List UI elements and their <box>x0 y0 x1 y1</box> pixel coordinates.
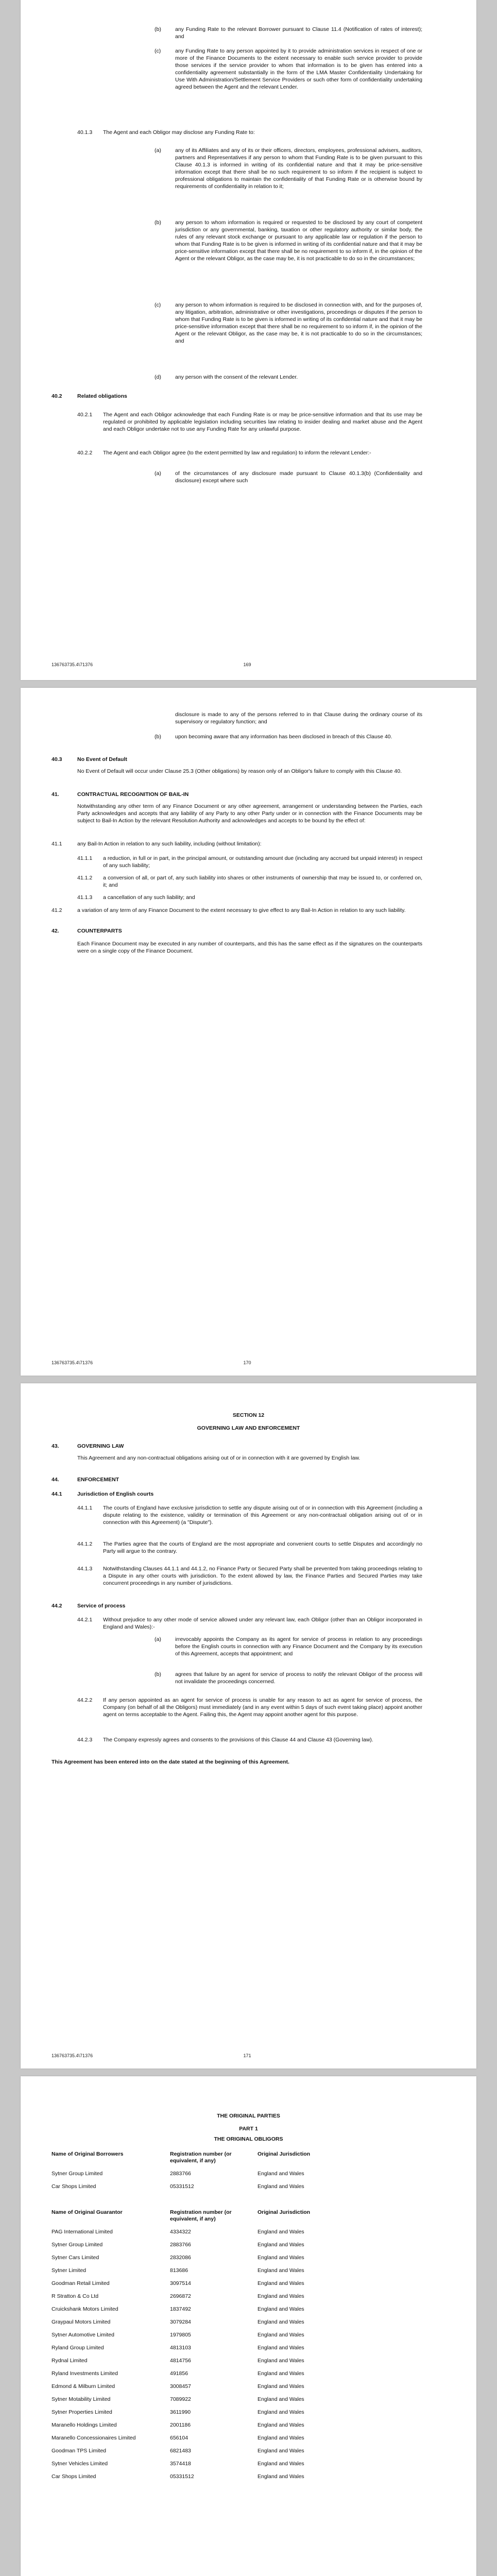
party-name: Sytner Motability Limited <box>52 2396 111 2402</box>
clause-text: any Bail-In Action in relation to any such liability, including (without limitation): <box>77 841 262 847</box>
clause-number: 41.1.2 <box>77 875 93 881</box>
table-row <box>52 2235 412 2248</box>
column-header: Registration number (or equivalent, if any) <box>170 2209 232 2222</box>
jurisdiction: England and Wales <box>258 2229 304 2235</box>
clause-number: 41.1 <box>52 841 62 847</box>
party-name: Goodman Retail Limited <box>52 2280 110 2286</box>
closing-statement: This Agreement has been entered into on the date stated at the beginning of this Agreement. <box>52 1759 289 1765</box>
clause-label: (b) <box>155 1671 161 1677</box>
part-number: PART 1 <box>239 2126 258 2132</box>
section-number: SECTION 12 <box>232 1412 265 1418</box>
table-row <box>52 2287 412 2300</box>
clause-text: The Agent and each Obligor may disclose any Funding Rate to: <box>103 129 255 135</box>
clause-text: a variation of any term of any Finance Document to the extent necessary to give effect to any Bail-In Action in relation to any such liability. <box>77 907 406 913</box>
clause-number: 41.1.3 <box>77 894 93 901</box>
clause-text: any of its Affiliates and any of its or their officers, directors, employees, professional advisers, auditors, partners and Representatives if any person to whom that Funding Rate is to be given pursuant to this Clause 40.1.3 is informed in writing of its confidential nature and that it may be price-sensitive information except that there shall be no such requirement to so inform if the recipient is subject to professional obligations to maintain the confidentiality of that Funding Rate or is otherwise bound by requirements of confidentiality in relation to it; <box>175 147 422 190</box>
registration-number: 4814756 <box>170 2358 191 2364</box>
party-name: Goodman TPS Limited <box>52 2448 107 2454</box>
clause-number: 44.1.1 <box>77 1505 93 1511</box>
table-row <box>52 2429 412 2442</box>
clause-text: a conversion of all, or part of, any such liability into shares or other instruments of ownership that may be issued to, or conferred on, it; and <box>103 875 422 888</box>
clause-heading: CONTRACTUAL RECOGNITION OF BAIL-IN <box>77 791 189 798</box>
party-name: Car Shops Limited <box>52 2473 96 2480</box>
clause-heading: No Event of Default <box>77 756 127 762</box>
clause-label: (c) <box>155 48 161 54</box>
clause-text: any person to whom information is required to be disclosed in connection with, and for the purposes of, any litigation, arbitration, administrative or other investigations, proceedings or disputes if the person to whom that Funding Rate is to be given is informed in writing of its confidential nature and that it may be price-sensitive information except that there shall be no requirement to so inform if, in the opinion of the Agent or the relevant Obligor, as the case may be, it is not practicable to do so in the circumstances; and <box>175 302 422 344</box>
table-row <box>52 2454 412 2467</box>
document-reference: 136763735.4\71376 <box>52 662 93 667</box>
registration-number: 3079284 <box>170 2319 191 2325</box>
registration-number: 3574418 <box>170 2461 191 2467</box>
registration-number: 813686 <box>170 2267 188 2274</box>
party-name: Sytner Vehicles Limited <box>52 2461 108 2467</box>
clause-text: The Company expressly agrees and consents to the provisions of this Clause 44 and Clause 43 (Governing law). <box>103 1737 373 1743</box>
jurisdiction: England and Wales <box>258 2396 304 2402</box>
clause-label: (c) <box>155 302 161 308</box>
table-row <box>52 2223 412 2235</box>
table-row <box>52 2274 412 2287</box>
clause-number: 42. <box>52 928 59 934</box>
jurisdiction: England and Wales <box>258 2280 304 2286</box>
clause-text: Without prejudice to any other mode of service allowed under any relevant law, each Obligor (other than an Obligor incorporated in England and Wales):- <box>103 1617 422 1630</box>
party-name: Sytner Cars Limited <box>52 2255 99 2261</box>
clause-text: The Parties agree that the courts of England are the most appropriate and convenient courts to settle Disputes and accordingly no Party will argue to the contrary. <box>103 1541 422 1554</box>
document-page-169 <box>21 0 476 680</box>
table-row <box>52 2467 412 2480</box>
jurisdiction: England and Wales <box>258 2242 304 2248</box>
clause-number: 40.3 <box>52 756 62 762</box>
document-page-170 <box>21 688 476 1376</box>
clause-label: (a) <box>155 147 161 154</box>
column-header: Original Jurisdiction <box>258 2209 311 2215</box>
table-row <box>52 2177 412 2190</box>
column-header: Name of Original Guarantor <box>52 2209 123 2215</box>
registration-number: 2696872 <box>170 2293 191 2299</box>
clause-text: any Funding Rate to any person appointed by it to provide administration services in respect of one or more of the Finance Documents to the extent necessary to enable such service provider to provide those services if the service provider to whom that information is to be given has entered into a confidentiality agreement substantially in the form of the LMA Master Confidentiality Undertaking for Use With Administration/Settlement Service Providers or such other form of confidentiality undertaking agreed between the Agent and the relevant Lender. <box>175 48 422 90</box>
document-reference: 136763735.4\71376 <box>52 2053 93 2058</box>
clause-number: 44.1.3 <box>77 1566 93 1572</box>
table-row <box>52 2338 412 2351</box>
jurisdiction: England and Wales <box>258 2473 304 2480</box>
clause-text: upon becoming aware that any information has been disclosed in breach of this Clause 40. <box>175 734 392 740</box>
clause-heading: COUNTERPARTS <box>77 928 122 934</box>
clause-heading: Service of process <box>77 1603 126 1609</box>
party-name: Sytner Limited <box>52 2267 87 2274</box>
clause-text: The Agent and each Obligor acknowledge that each Funding Rate is or may be price-sensitive information and that its use may be regulated or prohibited by applicable legislation including securities law relating to insider dealing and market abuse and the Agent and each Obligor undertake not to use any Funding Rate for any unlawful purpose. <box>103 412 422 432</box>
registration-number: 05331512 <box>170 2183 194 2190</box>
party-name: Sytner Automotive Limited <box>52 2332 114 2338</box>
clause-text: Notwithstanding Clauses 44.1.1 and 44.1.2, no Finance Party or Secured Party shall be prevented from taking proceedings relating to a Dispute in any other courts with jurisdiction. To the extent allowed by law, the Finance Parties and Secured Parties may take concurrent proceedings in any number of jurisdictions. <box>103 1566 422 1586</box>
page-number: 169 <box>243 662 251 667</box>
clause-text: Notwithstanding any other term of any Finance Document or any other agreement, arrangement or understanding between the Parties, each Party acknowledges and accepts that any liability of any Party to any other Party under or in connection with the Finance Documents may be subject to Bail-In Action by the relevant Resolution Authority and acknowledges and accepts to be bound by the effect of: <box>77 803 422 824</box>
clause-text: of the circumstances of any disclosure made pursuant to Clause 40.1.3(b) (Confidentiality and disclosure) except where such <box>175 470 422 484</box>
clause-label: (a) <box>155 1636 161 1642</box>
registration-number: 4813103 <box>170 2345 191 2351</box>
registration-number: 2832086 <box>170 2255 191 2261</box>
party-name: Rydnal Limited <box>52 2358 88 2364</box>
jurisdiction: England and Wales <box>258 2358 304 2364</box>
clause-number: 44.2.3 <box>77 1737 93 1743</box>
registration-number: 3611990 <box>170 2409 191 2415</box>
jurisdiction: England and Wales <box>258 2183 304 2190</box>
party-name: Sytner Group Limited <box>52 2242 103 2248</box>
column-header: Name of Original Borrowers <box>52 2151 124 2157</box>
party-name: Sytner Group Limited <box>52 2171 103 2177</box>
document-reference: 136763735.4\71376 <box>52 1360 93 1365</box>
clause-text: If any person appointed as an agent for service of process is unable for any reason to act as agent for service of process, the Company (on behalf of all the Obligors) must immediately (and in any event within 5 days of such event taking place) appoint another agent on terms acceptable to the Agent. Failing this, the Agent may appoint another agent for this purpose. <box>103 1697 422 1718</box>
clause-heading: ENFORCEMENT <box>77 1477 119 1483</box>
clause-number: 44.2 <box>52 1603 62 1609</box>
clause-heading: Jurisdiction of English courts <box>77 1491 154 1497</box>
table-row <box>52 2326 412 2338</box>
registration-number: 3008457 <box>170 2383 191 2389</box>
table-row <box>52 2300 412 2313</box>
section-title: GOVERNING LAW AND ENFORCEMENT <box>197 1425 300 1431</box>
table-row <box>52 2390 412 2403</box>
jurisdiction: England and Wales <box>258 2383 304 2389</box>
jurisdiction: England and Wales <box>258 2267 304 2274</box>
registration-number: 1837492 <box>170 2306 191 2312</box>
clause-text: Each Finance Document may be executed in any number of counterparts, and this has the same effect as if the signatures on the counterparts were on a single copy of the Finance Document. <box>77 941 422 954</box>
party-name: PAG International Limited <box>52 2229 113 2235</box>
table-row <box>52 2403 412 2416</box>
jurisdiction: England and Wales <box>258 2171 304 2177</box>
jurisdiction: England and Wales <box>258 2293 304 2299</box>
clause-number: 44.1 <box>52 1491 62 1497</box>
party-name: Ryland Investments Limited <box>52 2370 118 2377</box>
clause-text: The Agent and each Obligor agree (to the extent permitted by law and regulation) to inform the relevant Lender:- <box>103 450 371 456</box>
clause-number: 40.2.2 <box>77 450 93 456</box>
jurisdiction: England and Wales <box>258 2461 304 2467</box>
party-name: Ryland Group Limited <box>52 2345 104 2351</box>
clause-label: (b) <box>155 26 161 32</box>
party-name: Sytner Properties Limited <box>52 2409 112 2415</box>
clause-text: any person to whom information is required or requested to be disclosed by any court of competent jurisdiction or any governmental, banking, taxation or other regulatory authority or similar body, the rules of any relevant stock exchange or pursuant to any applicable law or regulation if the person to whom that Funding Rate is to be given is informed in writing of its confidential nature and that it may be price-sensitive information except that there shall be no requirement to so inform if, in the opinion of the Agent or the relevant Obligor, as the case may be, it is not practicable to do so in the circumstances; <box>175 219 422 262</box>
clause-number: 40.2.1 <box>77 412 93 418</box>
table-row <box>52 2364 412 2377</box>
clause-number: 41.2 <box>52 907 62 913</box>
jurisdiction: England and Wales <box>258 2345 304 2351</box>
party-name: Cruickshank Motors Limited <box>52 2306 118 2312</box>
clause-heading: GOVERNING LAW <box>77 1443 124 1449</box>
table-row <box>52 2377 412 2390</box>
column-header: Original Jurisdiction <box>258 2151 311 2157</box>
party-name: Graypaul Motors Limited <box>52 2319 111 2325</box>
registration-number: 2883766 <box>170 2171 191 2177</box>
column-header: Registration number (or equivalent, if any) <box>170 2151 232 2164</box>
clause-number: 44.2.1 <box>77 1617 93 1623</box>
registration-number: 1979805 <box>170 2332 191 2338</box>
clause-text: any Funding Rate to the relevant Borrower pursuant to Clause 11.4 (Notification of rates of interest); and <box>175 26 422 40</box>
party-name: R Stratton & Co Ltd <box>52 2293 99 2299</box>
clause-number: 41. <box>52 791 59 798</box>
clause-text: irrevocably appoints the Company as its agent for service of process in relation to any proceedings before the English courts in connection with any Finance Document and the Company by its execution of this Agreement, accepts that appointment; and <box>175 1636 422 1657</box>
party-name: Maranello Holdings Limited <box>52 2422 117 2428</box>
clause-label: (d) <box>155 374 161 380</box>
clause-number: 43. <box>52 1443 59 1449</box>
jurisdiction: England and Wales <box>258 2306 304 2312</box>
clause-number: 41.1.1 <box>77 855 93 861</box>
jurisdiction: England and Wales <box>258 2332 304 2338</box>
clause-text: a reduction, in full or in part, in the principal amount, or outstanding amount due (including any accrued but unpaid interest) in respect of any such liability; <box>103 855 422 869</box>
jurisdiction: England and Wales <box>258 2255 304 2261</box>
schedule-title: THE ORIGINAL PARTIES <box>217 2113 280 2119</box>
registration-number: 3097514 <box>170 2280 191 2286</box>
registration-number: 4334322 <box>170 2229 191 2235</box>
clause-label: (a) <box>155 470 161 477</box>
registration-number: 7089922 <box>170 2396 191 2402</box>
party-name: Maranello Concessionaires Limited <box>52 2435 136 2441</box>
clause-label: (b) <box>155 219 161 226</box>
jurisdiction: England and Wales <box>258 2319 304 2325</box>
table-row <box>52 2261 412 2274</box>
clause-number: 44.1.2 <box>77 1541 93 1547</box>
page-number: 171 <box>243 2053 251 2058</box>
registration-number: 656104 <box>170 2435 188 2441</box>
table-row <box>52 2416 412 2429</box>
clause-label: (b) <box>155 734 161 740</box>
document-page-172 <box>21 2076 476 2576</box>
clause-number: 44. <box>52 1477 59 1483</box>
table-row <box>52 2351 412 2364</box>
registration-number: 491856 <box>170 2370 188 2377</box>
party-name: Car Shops Limited <box>52 2183 96 2190</box>
clause-text: No Event of Default will occur under Clause 25.3 (Other obligations) by reason only of an Obligor's failure to comply with this Clause 40. <box>77 768 402 774</box>
clause-number: 40.2 <box>52 393 62 399</box>
clause-number: 40.1.3 <box>77 129 93 135</box>
table-row <box>52 2164 412 2177</box>
registration-number: 2001186 <box>170 2422 191 2428</box>
table-row <box>52 2248 412 2261</box>
clause-text: The courts of England have exclusive jurisdiction to settle any dispute arising out of or in connection with this Agreement (including a dispute relating to the existence, validity or termination of this Agreement or any non-contractual obligation arising out of or in connection with this Agreement) (a "Dispute"). <box>103 1505 422 1526</box>
document-page-171 <box>21 1383 476 2069</box>
clause-text: disclosure is made to any of the persons referred to in that Clause during the ordinary course of its supervisory or regulatory function; and <box>175 711 422 725</box>
original-guarantors-table <box>52 2209 412 2480</box>
jurisdiction: England and Wales <box>258 2448 304 2454</box>
clause-text: This Agreement and any non-contractual obligations arising out of or in connection with it are governed by English law. <box>77 1455 361 1461</box>
clause-text: any person with the consent of the relevant Lender. <box>175 374 298 380</box>
party-name: Edmond & Milburn Limited <box>52 2383 115 2389</box>
jurisdiction: England and Wales <box>258 2422 304 2428</box>
jurisdiction: England and Wales <box>258 2370 304 2377</box>
registration-number: 2883766 <box>170 2242 191 2248</box>
clause-text: a cancellation of any such liability; and <box>103 894 195 901</box>
registration-number: 6821483 <box>170 2448 191 2454</box>
part-title: THE ORIGINAL OBLIGORS <box>214 2136 283 2142</box>
clause-heading: Related obligations <box>77 393 127 399</box>
clause-text: agrees that failure by an agent for service of process to notify the relevant Obligor of the process will not invalidate the proceedings concerned. <box>175 1671 422 1685</box>
page-number: 170 <box>243 1360 251 1365</box>
jurisdiction: England and Wales <box>258 2409 304 2415</box>
registration-number: 05331512 <box>170 2473 194 2480</box>
clause-number: 44.2.2 <box>77 1697 93 1703</box>
table-row <box>52 2313 412 2326</box>
jurisdiction: England and Wales <box>258 2435 304 2441</box>
original-borrowers-table <box>52 2151 412 2190</box>
table-row <box>52 2442 412 2454</box>
